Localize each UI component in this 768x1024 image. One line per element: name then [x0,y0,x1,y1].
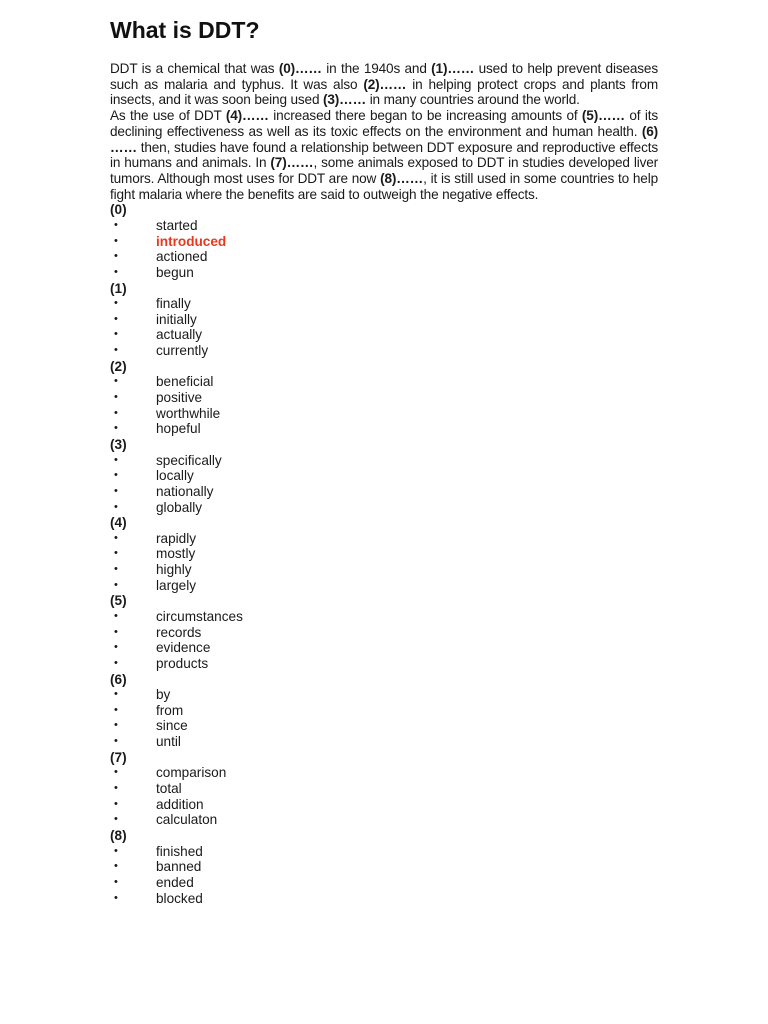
option-label: blocked [156,890,203,906]
option-label: actually [156,327,203,343]
answer-option[interactable] [110,640,658,656]
option-label: currently [156,343,209,359]
answer-option[interactable] [110,609,658,625]
option-label: highly [156,562,192,578]
answer-option[interactable] [110,390,658,406]
answer-option[interactable] [110,625,658,641]
question-number: (3) [110,436,127,452]
bullet-icon: • [114,844,118,857]
bullet-icon: • [114,797,118,810]
question-list [110,202,658,906]
bullet-icon: • [114,469,118,482]
bullet-icon: • [114,312,118,325]
passage-text: used to help prevent diseases such as malaria and typhus. It was also [110,61,658,92]
passage-text: in many countries around the world. [366,92,580,108]
answer-option[interactable] [110,718,658,734]
option-label: largely [156,577,197,593]
option-label: initially [156,311,197,327]
answer-option[interactable] [110,421,658,437]
passage-text: in the 1940s and [321,61,432,76]
gap-marker: (2)…… [363,76,407,92]
bullet-icon: • [114,218,118,231]
question-block [110,672,658,750]
question-block [110,202,658,280]
passage-text: , it is still used in some countries to help fight malaria where the benefits are said to outweigh the negative effects. [110,170,658,202]
gap-marker: (8)…… [380,170,424,186]
answer-option[interactable] [110,265,658,281]
passage-text: , some animals exposed to DDT in studies developed liver tumors. Although most uses for DDT are now [110,155,658,186]
question-number: (7) [110,749,127,765]
passage-text: increased there began to be increasing amounts of [268,108,582,124]
answer-option[interactable] [110,500,658,516]
page-title: What is DDT? [110,17,260,43]
gap-marker: (6) …… [110,123,658,155]
question-number: (8) [110,827,127,843]
option-label: since [156,718,188,734]
answer-option[interactable] [110,312,658,328]
option-label: rapidly [156,530,197,546]
option-label: evidence [156,640,211,656]
bullet-icon: • [114,375,118,388]
bullet-icon: • [114,406,118,419]
answer-option[interactable] [110,249,658,265]
question-block [110,750,658,828]
passage-text: then, studies have found a relationship between DDT exposure and reproductive effects in humans and animals. In [110,139,658,171]
gap-marker: (7)…… [270,155,314,171]
answer-option[interactable] [110,703,658,719]
answer-option[interactable] [110,859,658,875]
bullet-icon: • [114,860,118,873]
bullet-icon: • [114,484,118,497]
option-label: specifically [156,452,222,468]
bullet-icon: • [114,735,118,748]
passage-paragraph-1 [110,61,658,108]
bullet-icon: • [114,391,118,404]
question-block [110,437,658,515]
answer-option[interactable] [110,531,658,547]
gap-marker: (5)…… [581,108,625,124]
answer-option[interactable] [110,453,658,469]
answer-option[interactable] [110,562,658,578]
option-label: ended [156,874,194,890]
question-number: (1) [110,280,127,296]
bullet-icon: • [114,891,118,904]
question-number: (6) [110,671,127,687]
option-label: by [156,687,171,703]
question-number: (0) [110,202,127,218]
answer-option-selected[interactable] [110,234,658,250]
bullet-icon: • [114,766,118,779]
option-label: circumstances [156,608,243,624]
passage-paragraph-2 [110,108,658,202]
bullet-icon: • [114,688,118,701]
answer-option[interactable] [110,406,658,422]
answer-option[interactable] [110,343,658,359]
question-block [110,515,658,593]
bullet-icon: • [114,234,118,247]
option-label: from [156,702,184,718]
answer-option[interactable] [110,875,658,891]
question-block [110,593,658,671]
answer-option[interactable] [110,891,658,907]
answer-option[interactable] [110,844,658,860]
question-block [110,281,658,359]
gap-marker: (3)…… [323,92,367,108]
question-number: (5) [110,593,127,609]
bullet-icon: • [114,297,118,310]
passage-text: DDT is a chemical that was [110,61,279,76]
question-number: (2) [110,358,127,374]
bullet-icon: • [114,531,118,544]
answer-option[interactable] [110,734,658,750]
answer-option[interactable] [110,374,658,390]
option-label: beneficial [156,374,214,390]
option-label: begun [156,264,194,280]
bullet-icon: • [114,875,118,888]
bullet-icon: • [114,500,118,513]
answer-option[interactable] [110,578,658,594]
bullet-icon: • [114,782,118,795]
answer-option[interactable] [110,484,658,500]
bullet-icon: • [114,328,118,341]
answer-option[interactable] [110,327,658,343]
option-label: started [156,217,198,233]
answer-option[interactable] [110,797,658,813]
option-label: introduced [156,233,227,249]
option-label: addition [156,796,204,812]
answer-option[interactable] [110,296,658,312]
answer-option[interactable] [110,765,658,781]
option-label: mostly [156,546,196,562]
worksheet-page [110,16,658,906]
gap-marker: (1)…… [431,61,475,76]
bullet-icon: • [114,453,118,466]
gap-marker: (4)…… [225,108,269,124]
bullet-icon: • [114,609,118,622]
option-label: records [156,624,202,640]
option-label: actioned [156,249,208,265]
answer-option[interactable] [110,468,658,484]
option-label: banned [156,859,202,875]
bullet-icon: • [114,250,118,263]
option-label: locally [156,468,194,484]
bullet-icon: • [114,563,118,576]
option-label: globally [156,499,203,515]
answer-option[interactable] [110,812,658,828]
bullet-icon: • [114,578,118,591]
question-block [110,359,658,437]
question-number: (4) [110,515,127,531]
option-label: finished [156,843,203,859]
bullet-icon: • [114,703,118,716]
answer-option[interactable] [110,546,658,562]
bullet-icon: • [114,641,118,654]
option-label: products [156,655,209,671]
option-label: hopeful [156,421,201,437]
option-label: positive [156,390,203,406]
passage-text: in helping protect crops and plants from insects, and it was soon being used [110,76,659,108]
bullet-icon: • [114,719,118,732]
bullet-icon: • [114,547,118,560]
option-label: calculaton [156,812,218,828]
gap-marker: (0)…… [278,61,322,76]
answer-option[interactable] [110,781,658,797]
answer-option[interactable] [110,656,658,672]
option-label: comparison [156,765,227,781]
option-label: finally [156,296,191,312]
answer-option[interactable] [110,218,658,234]
bullet-icon: • [114,422,118,435]
option-label: total [156,781,182,797]
question-block [110,828,658,906]
passage-text: of its declining effectiveness as well as its toxic effects on the environment and human health. [110,108,658,139]
bullet-icon: • [114,344,118,357]
bullet-icon: • [114,625,118,638]
option-label: until [156,734,181,750]
passage [110,61,658,202]
bullet-icon: • [114,265,118,278]
bullet-icon: • [114,656,118,669]
passage-text: As the use of DDT [110,108,226,124]
answer-option[interactable] [110,687,658,703]
option-label: nationally [156,483,214,499]
bullet-icon: • [114,813,118,826]
option-label: worthwhile [156,405,221,421]
